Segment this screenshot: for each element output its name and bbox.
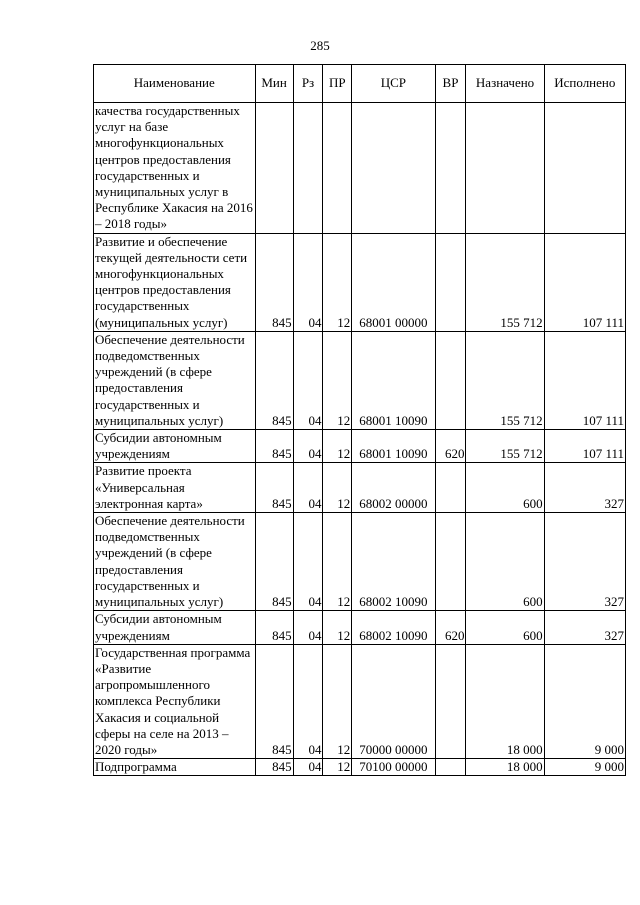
header-pr: ПР (323, 65, 352, 103)
table-row (94, 430, 626, 463)
row-assigned: 18 000 (466, 644, 544, 758)
row-min: 845 (255, 430, 293, 463)
row-min: 845 (255, 611, 293, 644)
row-pr: 12 (323, 759, 352, 776)
table-row (94, 103, 626, 234)
row-rz (293, 103, 323, 234)
row-assigned: 155 712 (466, 430, 544, 463)
row-executed (544, 103, 625, 234)
row-min: 845 (255, 463, 293, 513)
row-vr: 620 (435, 430, 466, 463)
table-row (94, 611, 626, 644)
table-row (94, 463, 626, 513)
row-pr: 12 (323, 233, 352, 331)
row-min: 845 (255, 513, 293, 611)
row-name: Развитие проекта «Универсальная электронная карта» (94, 463, 256, 513)
row-vr (435, 513, 466, 611)
row-name: Обеспечение деятельности подведомственных учреждений (в сфере предоставления государственных и муниципальных услуг) (94, 513, 256, 611)
row-name: Государственная программа «Развитие агропромышленного комплекса Республики Хакасия и социальной сферы на селе на 2013 – 2020 годы» (94, 644, 256, 758)
table-row (94, 331, 626, 429)
row-csr: 68002 00000 (352, 463, 435, 513)
header-min: Мин (255, 65, 293, 103)
row-csr: 68001 10090 (352, 430, 435, 463)
row-vr (435, 463, 466, 513)
row-assigned: 600 (466, 463, 544, 513)
row-name: Обеспечение деятельности подведомственных учреждений (в сфере предоставления государственных и муниципальных услуг) (94, 331, 256, 429)
row-name: Развитие и обеспечение текущей деятельности сети многофункциональных центров предоставления государственных (муниципальных услуг) (94, 233, 256, 331)
row-assigned: 155 712 (466, 331, 544, 429)
row-name: Субсидии автономным учреждениям (94, 430, 256, 463)
row-rz: 04 (293, 759, 323, 776)
header-executed: Исполнено (544, 65, 625, 103)
row-csr: 68001 00000 (352, 233, 435, 331)
row-vr (435, 233, 466, 331)
row-csr: 70100 00000 (352, 759, 435, 776)
table-header-row (94, 65, 626, 103)
row-rz: 04 (293, 463, 323, 513)
row-csr: 68002 10090 (352, 513, 435, 611)
row-assigned (466, 103, 544, 234)
table-row (94, 644, 626, 758)
row-assigned: 600 (466, 611, 544, 644)
row-rz: 04 (293, 331, 323, 429)
row-vr (435, 759, 466, 776)
row-min: 845 (255, 644, 293, 758)
row-executed: 107 111 (544, 233, 625, 331)
page-number: 285 (310, 38, 330, 53)
row-min: 845 (255, 331, 293, 429)
header-name: Наименование (94, 65, 256, 103)
row-min: 845 (255, 759, 293, 776)
table-row (94, 233, 626, 331)
row-executed: 107 111 (544, 331, 625, 429)
row-csr: 68001 10090 (352, 331, 435, 429)
row-csr (352, 103, 435, 234)
row-vr: 620 (435, 611, 466, 644)
row-vr (435, 644, 466, 758)
row-assigned: 155 712 (466, 233, 544, 331)
table-row (94, 759, 626, 776)
row-csr: 70000 00000 (352, 644, 435, 758)
row-csr: 68002 10090 (352, 611, 435, 644)
row-rz: 04 (293, 513, 323, 611)
row-executed: 327 (544, 611, 625, 644)
row-rz: 04 (293, 611, 323, 644)
row-rz: 04 (293, 233, 323, 331)
row-name: Подпрограмма (94, 759, 256, 776)
budget-table (93, 64, 626, 776)
header-assigned: Назначено (466, 65, 544, 103)
row-pr: 12 (323, 513, 352, 611)
row-name: качества государственных услуг на базе многофункциональных центров предоставления государственных и муниципальных услуг в Республике Хакасия на 2016 – 2018 годы» (94, 103, 256, 234)
row-executed: 327 (544, 463, 625, 513)
row-pr: 12 (323, 331, 352, 429)
row-name: Субсидии автономным учреждениям (94, 611, 256, 644)
row-vr (435, 103, 466, 234)
row-vr (435, 331, 466, 429)
row-assigned: 600 (466, 513, 544, 611)
header-rz: Рз (293, 65, 323, 103)
header-vr: ВР (435, 65, 466, 103)
row-executed: 9 000 (544, 759, 625, 776)
row-assigned: 18 000 (466, 759, 544, 776)
row-rz: 04 (293, 430, 323, 463)
row-pr: 12 (323, 463, 352, 513)
row-pr: 12 (323, 430, 352, 463)
row-pr: 12 (323, 644, 352, 758)
row-executed: 107 111 (544, 430, 625, 463)
row-pr: 12 (323, 611, 352, 644)
row-rz: 04 (293, 644, 323, 758)
row-pr (323, 103, 352, 234)
row-executed: 327 (544, 513, 625, 611)
row-min (255, 103, 293, 234)
row-min: 845 (255, 233, 293, 331)
row-executed: 9 000 (544, 644, 625, 758)
header-csr: ЦСР (352, 65, 435, 103)
table-row (94, 513, 626, 611)
